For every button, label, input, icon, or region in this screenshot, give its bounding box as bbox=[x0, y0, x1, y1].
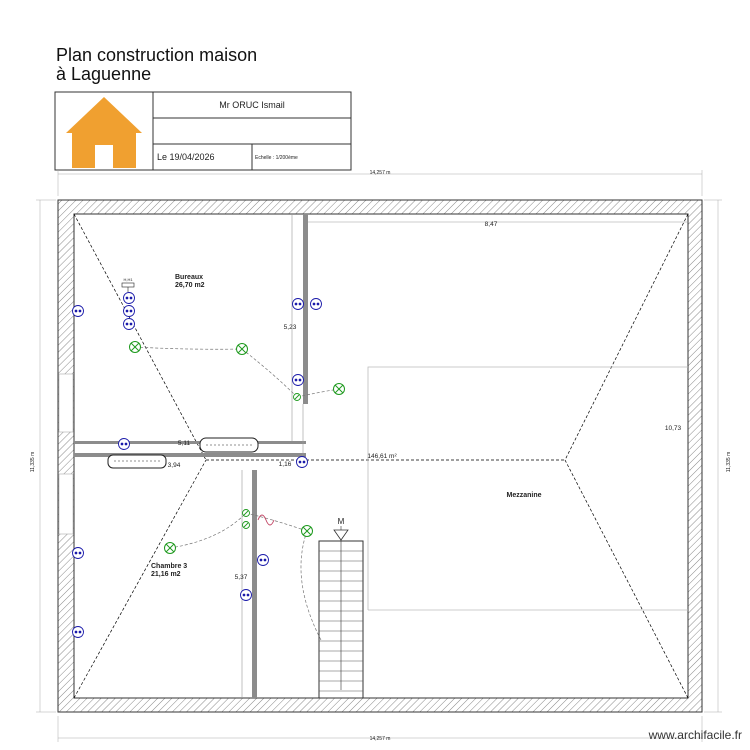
outlet-icon bbox=[124, 319, 135, 330]
wall-chambre-east bbox=[252, 470, 257, 698]
window-left-1 bbox=[59, 374, 73, 432]
cartouche-date: Le 19/04/2026 bbox=[157, 152, 215, 162]
outlet-icon bbox=[311, 299, 322, 310]
switch-icon bbox=[243, 510, 250, 517]
radiator-2-icon bbox=[108, 455, 166, 468]
outlet-icon bbox=[119, 439, 130, 450]
cartouche-scale: Echelle : 1/200ème bbox=[255, 155, 298, 161]
wiring-links bbox=[135, 347, 339, 640]
dim-mezz-height: 10,73 bbox=[664, 425, 682, 432]
dim-bureau-wall: 5,23 bbox=[283, 324, 297, 331]
mezzanine-zone bbox=[368, 367, 688, 610]
light-icon bbox=[130, 342, 141, 353]
window-left-2 bbox=[59, 474, 73, 534]
dim-height-right: 11,335 m bbox=[726, 451, 732, 473]
outlet-icon bbox=[297, 457, 308, 468]
dim-height-left: 11,335 m bbox=[30, 451, 36, 473]
outlet-icon bbox=[293, 375, 304, 386]
dim-mezz-width: 8,47 bbox=[484, 221, 498, 228]
cartouche bbox=[55, 92, 351, 170]
room-mezzanine-name: Mezzanine bbox=[506, 492, 542, 499]
plan-title-line1: Plan construction maison bbox=[56, 45, 258, 65]
light-icon bbox=[237, 344, 248, 355]
outlet-icon bbox=[73, 306, 84, 317]
dim-chambre-depth: 3,94 bbox=[167, 462, 181, 469]
dim-hall-width: 1,16 bbox=[278, 461, 292, 468]
dim-width-top: 14,257 m bbox=[369, 170, 391, 176]
radiator-1-icon bbox=[200, 438, 258, 452]
dim-bureau-width: 5,11 bbox=[177, 440, 191, 447]
plan-title-line2: à Laguenne bbox=[56, 64, 152, 84]
room-chambre-name: Chambre 3 bbox=[151, 563, 188, 570]
stair-arrow-label: M bbox=[337, 517, 345, 526]
outlet-icon bbox=[124, 306, 135, 317]
stair-arrow-icon bbox=[334, 530, 348, 540]
wall-horizontal-lower bbox=[74, 453, 306, 457]
light-icon bbox=[334, 384, 345, 395]
switch-icon bbox=[294, 394, 301, 401]
inner-wall-outlines bbox=[242, 214, 688, 698]
light-icon bbox=[302, 526, 313, 537]
wall-bureau-east bbox=[303, 214, 308, 404]
outlet-icon bbox=[73, 627, 84, 638]
room-mezzanine-area: 146,61 m² bbox=[367, 453, 397, 460]
outlet-icon bbox=[258, 555, 269, 566]
room-chambre-area: 21,16 m2 bbox=[151, 571, 181, 578]
cartouche-client: Mr ORUC Ismail bbox=[219, 100, 285, 110]
switch-icon bbox=[243, 522, 250, 529]
dim-width-bottom: 14,257 m bbox=[369, 736, 391, 742]
electrical-panel-icon bbox=[122, 277, 134, 292]
room-bureaux-area: 26,70 m2 bbox=[175, 282, 205, 289]
dim-chambre-wall: 5,37 bbox=[234, 574, 248, 581]
staircase bbox=[319, 517, 363, 698]
outlet-icon bbox=[73, 548, 84, 559]
room-bureaux-name: Bureaux bbox=[175, 274, 204, 281]
outlet-icon bbox=[241, 590, 252, 601]
light-icon bbox=[165, 543, 176, 554]
outlet-icon bbox=[293, 299, 304, 310]
outlet-icon bbox=[124, 293, 135, 304]
watermark: www.archifacile.fr bbox=[648, 728, 742, 742]
wall-upper-hall-right bbox=[257, 441, 306, 444]
panel-label: H,H1 bbox=[123, 277, 133, 282]
